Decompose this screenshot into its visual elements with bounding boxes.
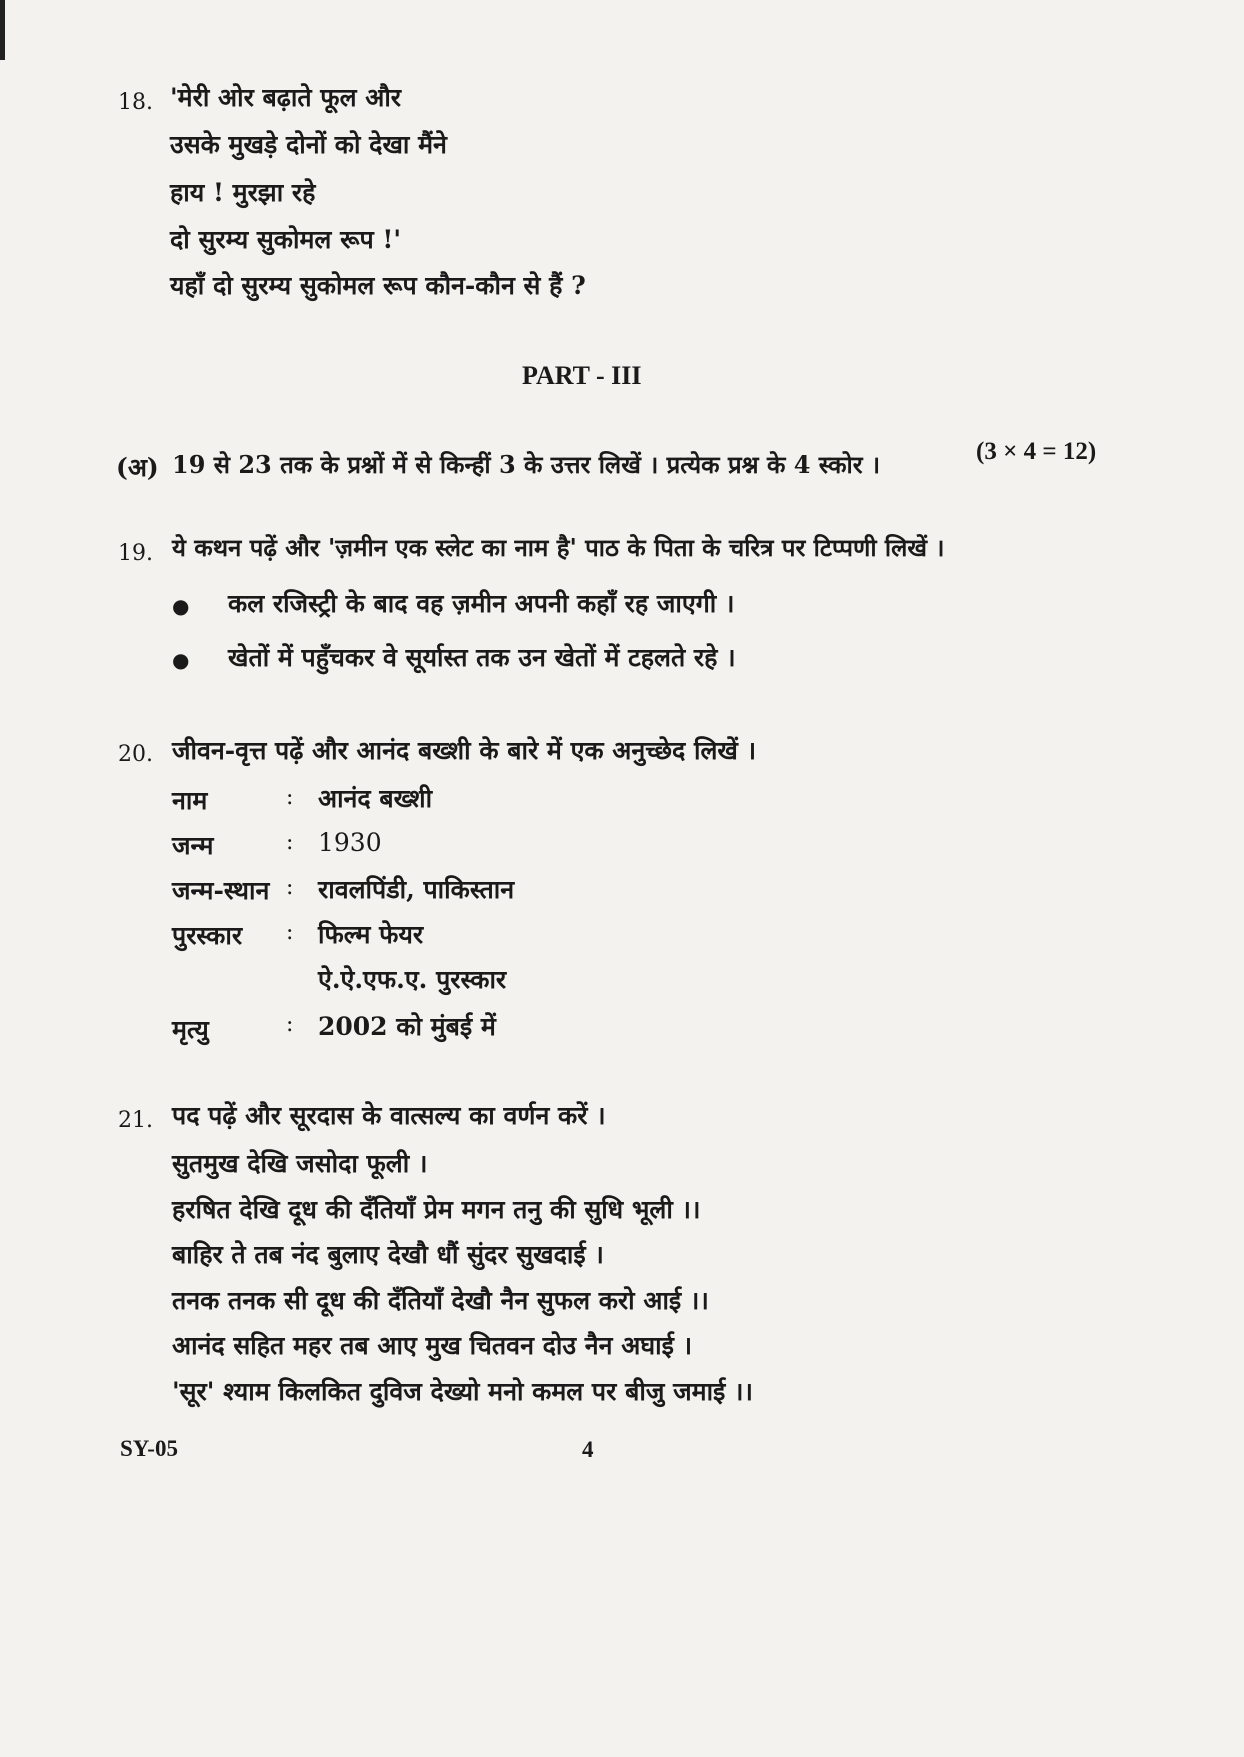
bio-separator: : — [286, 920, 294, 945]
part-heading: PART - III — [522, 361, 642, 390]
bio-label-name: नाम — [172, 786, 208, 815]
q19-bullet-2: खेतों में पहुँचकर वे सूर्यास्त तक उन खेतों में टहलते रहे । — [228, 643, 736, 672]
bio-value-death: 2002 को मुंबई में — [318, 1012, 496, 1041]
q20-number: 20. — [118, 742, 153, 767]
q21-verse-line-3: बाहिर ते तब नंद बुलाए देखौ धौं सुंदर सुखदाई । — [172, 1240, 604, 1269]
page-number: 4 — [582, 1437, 594, 1462]
q19-bullet-1: कल रजिस्ट्री के बाद वह ज़मीन अपनी कहाँ रह जाएगी । — [228, 589, 735, 618]
bio-separator: : — [286, 1012, 294, 1037]
footer-code: SY-05 — [120, 1436, 178, 1461]
q18-line-1: 'मेरी ओर बढ़ाते फूल और — [170, 83, 402, 112]
q18-line-4: दो सुरम्य सुकोमल रूप !' — [170, 225, 402, 254]
bio-value-birth: 1930 — [318, 828, 382, 857]
scan-edge-mark — [0, 0, 5, 60]
q18-line-3: हाय ! मुरझा रहे — [170, 178, 316, 207]
bio-label-birthplace: जन्म-स्थान — [172, 876, 270, 905]
q21-verse-line-5: आनंद सहित महर तब आए मुख चितवन दोउ नैन अघाई । — [172, 1331, 693, 1360]
q19-number: 19. — [118, 541, 153, 566]
q21-verse-line-2: हरषित देखि दूध की दँतियाँ प्रेम मगन तनु की सुधि भूली ।। — [172, 1195, 701, 1224]
bullet-icon: ● — [172, 648, 190, 672]
instruction-marks: (3 × 4 = 12) — [976, 438, 1097, 465]
q18-question: यहाँ दो सुरम्य सुकोमल रूप कौन-कौन से हैं ? — [170, 271, 586, 300]
q21-verse-line-4: तनक तनक सी दूध की दँतियाँ देखौ नैन सुफल करो आई ।। — [172, 1286, 709, 1315]
bio-separator: : — [286, 830, 294, 855]
bio-value-award-2: ऐ.ऐ.एफ.ए. पुरस्कार — [318, 965, 507, 994]
bio-value-award-1: फिल्म फेयर — [318, 920, 424, 949]
bio-value-birthplace: रावलपिंडी, पाकिस्तान — [318, 875, 515, 904]
q21-number: 21. — [118, 1108, 153, 1133]
q18-number: 18. — [118, 90, 153, 115]
q21-prompt: पद पढ़ें और सूरदास के वात्सल्य का वर्णन करें । — [172, 1101, 606, 1130]
bio-value-name: आनंद बख्शी — [318, 784, 433, 813]
bullet-icon: ● — [172, 594, 190, 618]
instruction-label: (अ) — [116, 453, 159, 482]
bio-label-awards: पुरस्कार — [172, 921, 243, 950]
q18-line-2: उसके मुखड़े दोनों को देखा मैंने — [170, 130, 447, 159]
bio-separator: : — [286, 785, 294, 810]
bio-separator: : — [286, 875, 294, 900]
q21-verse-line-6: 'सूर' श्याम किलकित दुविज देख्यो मनो कमल पर बीजु जमाई ।। — [172, 1377, 753, 1406]
bio-label-birth: जन्म — [172, 831, 214, 860]
bio-label-death: मृत्यु — [172, 1015, 209, 1044]
q20-prompt: जीवन-वृत्त पढ़ें और आनंद बख्शी के बारे में एक अनुच्छेद लिखें । — [172, 736, 757, 765]
instruction-text: 19 से 23 तक के प्रश्नों में से किन्हीं 3 के उत्तर लिखें । प्रत्येक प्रश्न के 4 स्कोर । — [172, 450, 881, 479]
q21-verse-line-1: सुतमुख देखि जसोदा फूली । — [172, 1149, 428, 1178]
q19-prompt: ये कथन पढ़ें और 'ज़मीन एक स्लेट का नाम है' पाठ के पिता के चरित्र पर टिप्पणी लिखें । — [172, 533, 945, 562]
